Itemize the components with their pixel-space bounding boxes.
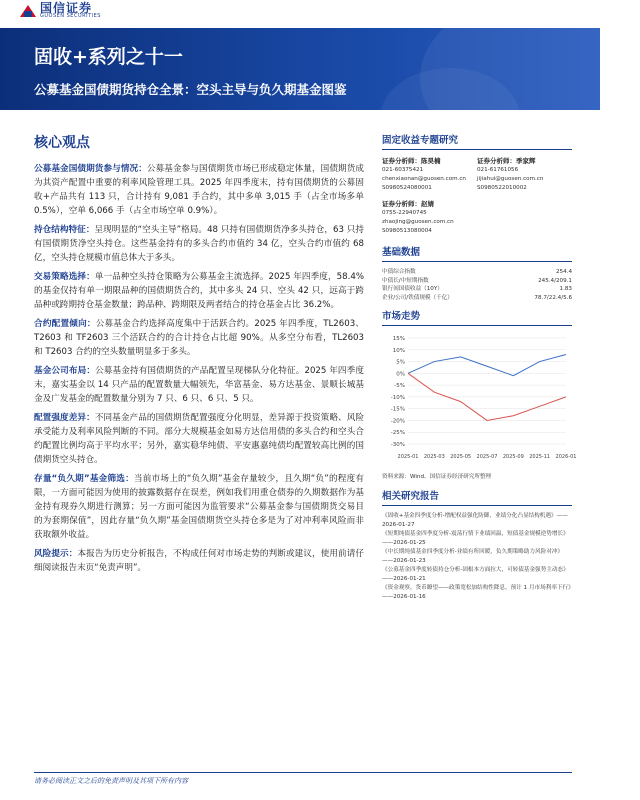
analyst-card xyxy=(382,156,477,193)
core-views-section xyxy=(34,132,364,580)
analyst-card xyxy=(382,199,477,236)
basic-data-row xyxy=(382,268,572,277)
y-tick-label: -25% xyxy=(390,430,405,437)
basic-data-row xyxy=(382,294,572,303)
x-tick-label: 2025-09 xyxy=(502,454,524,460)
analyst-cert: S0980513080004 xyxy=(382,228,432,234)
x-tick-label: 2025-07 xyxy=(476,454,498,460)
basic-data-label: 中债长/中短期指数 xyxy=(382,277,429,284)
paragraph-text: 公募基金参与国债期货市场已形成稳定体量，国债期货成为其资产配置中重要的利率风险管理工具。2025 年四季度末，持有国债期货的公募固收+产品共有 113 只，合计持有 9,081 手合约，其中多单 3,015 手（占全市场多单 0.5%），空单 6,066 手（占全市场空单 0.9%）。 xyxy=(34,164,364,216)
analyst-phone: 021-61761056 xyxy=(477,167,519,173)
logo-icon xyxy=(20,3,36,19)
paragraph-text: 公募基金合约选择高度集中于活跃合约。2025 年四季度，TL2603、T2603 和 TF2603 三个活跃合约的合计持仓占比超 90%。从多空分布看，TL2603 和 T2603 合约的空头数量明显多于多头。 xyxy=(34,319,364,357)
basic-data-label: 银行间国债收益（10Y） xyxy=(382,286,443,292)
analyst-email[interactable]: chenxiaonan@guosen.com.cn xyxy=(382,176,466,182)
analyst-list xyxy=(382,156,572,242)
core-paragraph xyxy=(34,472,364,542)
paragraph-text: 当前市场上的“负久期”基金存量较少，且久期“负”的程度有限，一方面可能因为使用的披露数据存在误差，例如我们用重仓债券的久期数据作为基金持有现券久期进行测算；另一方面可能因为监管要求“公募基金参与国债期货交易目的为套期保值”，因此存量“负久期”基金国债期货空头持仓多是为了对冲利率风险而非获取额外收益。 xyxy=(34,474,365,540)
core-paragraph xyxy=(34,223,364,265)
series-line-0 xyxy=(408,354,566,375)
x-tick-label: 2025-03 xyxy=(423,454,445,460)
paragraph-text: 本报告为历史分析报告，不构成任何对市场走势的判断或建议，使用前请仔细阅读报告末页“免责声明”。 xyxy=(34,549,364,573)
related-report-link[interactable]: 《固收+基金四季度分析-增配权益强化防御，业绩分化凸显结构机遇》——2026-01-27 xyxy=(382,513,568,528)
analyst-card xyxy=(477,156,572,193)
y-tick-label: 0% xyxy=(396,371,405,378)
analyst-email[interactable]: zhaojing@guosen.com.cn xyxy=(382,219,454,225)
paragraph-text: 呈现明显的“空头主导”格局。48 只持有国债期货净多头持仓，63 只持有国债期货净空头持仓。这些基金持有的多头合约市值约 34 亿，空头合约市值约 68 亿，空头持仓规模市值总体大于多头。 xyxy=(34,225,364,263)
related-report-link[interactable]: 《资金观察，货币瞭望——政策宽松加结构性降息，预计 1 月市场利率下行》——2026-01-16 xyxy=(382,585,571,600)
paragraph-key: 持仓结构特征： xyxy=(34,225,95,235)
basic-data-row xyxy=(382,277,572,286)
core-paragraph xyxy=(34,411,364,467)
core-paragraph xyxy=(34,317,364,359)
related-report-link[interactable]: 《短期纯债基金四季度分析-震荡行情下业绩回温，短债基金规模逆势增长》——2026-01-25 xyxy=(382,531,569,546)
paragraph-text: 公募基金持有国债期货的产品配置呈现梯队分化特征。2025 年四季度末，嘉实基金以 14 只产品的配置数量大幅领先，华富基金、易方达基金、景顺长城基金及广发基金的配置数量分别为 7 只、6 只、6 只、5 只。 xyxy=(34,366,364,404)
related-report-link[interactable]: 《公募基金四季度转债持仓分析-固根本方面拉大，可转债基金强势主动态》——2026-01-21 xyxy=(382,567,569,582)
logo-name-cn: 国信证券 xyxy=(40,1,93,15)
y-tick-label: 5% xyxy=(396,359,405,366)
paragraph-key: 风险提示： xyxy=(34,549,78,559)
market-trend-heading: 市场走势 xyxy=(382,308,572,326)
related-report-link[interactable]: 《中长期纯债基金四季度分析-业绩有所回暖，负久期策略助力风险对冲》——2026-01-23 xyxy=(382,549,564,564)
y-tick-label: 15% xyxy=(392,336,405,342)
y-tick-label: -10% xyxy=(390,394,405,401)
core-paragraph xyxy=(34,547,364,575)
sidebar xyxy=(382,132,577,602)
analyst-name: 证券分析师：陈昊楠 xyxy=(382,157,441,165)
x-tick-label: 2025-11 xyxy=(529,454,551,460)
y-tick-label: -5% xyxy=(394,383,405,390)
market-trend-svg xyxy=(382,332,577,462)
analyst-email[interactable]: jijiahui@guosen.com.cn xyxy=(477,176,544,182)
analyst-name: 证券分析师：季家辉 xyxy=(477,157,536,165)
report-title: 公募基金国债期货持仓全景：空头主导与负久期基金图鉴 xyxy=(34,82,347,97)
series-title: 固收+系列之十一 xyxy=(34,46,183,68)
footer-divider xyxy=(34,772,572,773)
analyst-phone: 0755-22940745 xyxy=(382,210,427,216)
x-tick-label: 2026-01 xyxy=(555,454,577,460)
logo-name-en: GUOSEN SECURITIES xyxy=(40,13,101,19)
paragraph-key: 交易策略选择： xyxy=(34,272,95,282)
footer-disclaimer: 请务必阅读正文之后的免责声明及其项下所有内容 xyxy=(34,777,188,785)
paragraph-key: 存量“负久期”基金筛选： xyxy=(34,474,134,484)
report-type: 固定收益专题研究 xyxy=(382,132,572,150)
x-tick-label: 2025-05 xyxy=(450,454,472,460)
analyst-phone: 021-60375421 xyxy=(382,167,424,173)
basic-data-heading: 基础数据 xyxy=(382,244,572,262)
y-tick-label: -15% xyxy=(390,406,405,413)
analyst-name: 证券分析师：赵婧 xyxy=(382,200,434,208)
company-logo xyxy=(20,2,101,19)
y-tick-label: -20% xyxy=(390,418,405,425)
core-paragraph xyxy=(34,270,364,312)
core-views-paragraphs xyxy=(34,162,364,575)
y-tick-label: -30% xyxy=(390,442,405,448)
basic-data-value: 78.7/22.4/5.6 xyxy=(534,294,572,301)
y-tick-label: 10% xyxy=(392,347,405,354)
market-trend-chart xyxy=(382,332,577,466)
paragraph-text: 单一品种空头持仓策略为公募基金主流选择。2025 年四季度，58.4%的基金仅持有单一期限品种的国债期货合约，其中多头 24 只、空头 42 只，远高于跨品种或跨期持仓基金数量；跨品种、跨期限及两者结合的持仓基金占比 36.2%。 xyxy=(34,272,364,310)
basic-data-table xyxy=(382,268,572,302)
analyst-cert: S0980524080001 xyxy=(382,185,432,191)
analyst-cert: S0980522010002 xyxy=(477,185,527,191)
title-banner xyxy=(0,28,600,110)
basic-data-label: 中债综合指数 xyxy=(382,269,416,275)
basic-data-value: 254.4 xyxy=(555,269,572,275)
basic-data-value: 1.83 xyxy=(559,286,572,292)
related-reports-heading: 相关研究报告 xyxy=(382,488,572,506)
core-paragraph xyxy=(34,162,364,218)
basic-data-label: 企业/公司/铁债规模（千亿） xyxy=(382,294,453,301)
core-paragraph xyxy=(34,364,364,406)
x-tick-label: 2025-01 xyxy=(397,454,419,460)
paragraph-text: 不同基金产品的国债期货配置强度分化明显，差异源于投资策略、风险承受能力及利率风险判断的不同。部分大规模基金如易方达信用债的多头合约和空头合约配置比例均高于平均水平；另外，嘉实稳华纯债、平安惠嘉纯债均配置较高比例的国债期货空头持仓。 xyxy=(34,413,364,465)
paragraph-key: 配置强度差异： xyxy=(34,413,95,423)
chart-source: 资料来源：Wind、国信证券经济研究所整理 xyxy=(382,474,492,480)
basic-data-value: 245.4/209.1 xyxy=(538,277,572,284)
paragraph-key: 公募基金国债期货参与情况： xyxy=(34,164,147,174)
basic-data-row xyxy=(382,285,572,294)
paragraph-key: 合约配置倾向： xyxy=(34,319,96,329)
core-views-heading: 核心观点 xyxy=(34,135,90,151)
related-reports-list xyxy=(382,512,572,601)
paragraph-key: 基金公司布局： xyxy=(34,366,96,376)
